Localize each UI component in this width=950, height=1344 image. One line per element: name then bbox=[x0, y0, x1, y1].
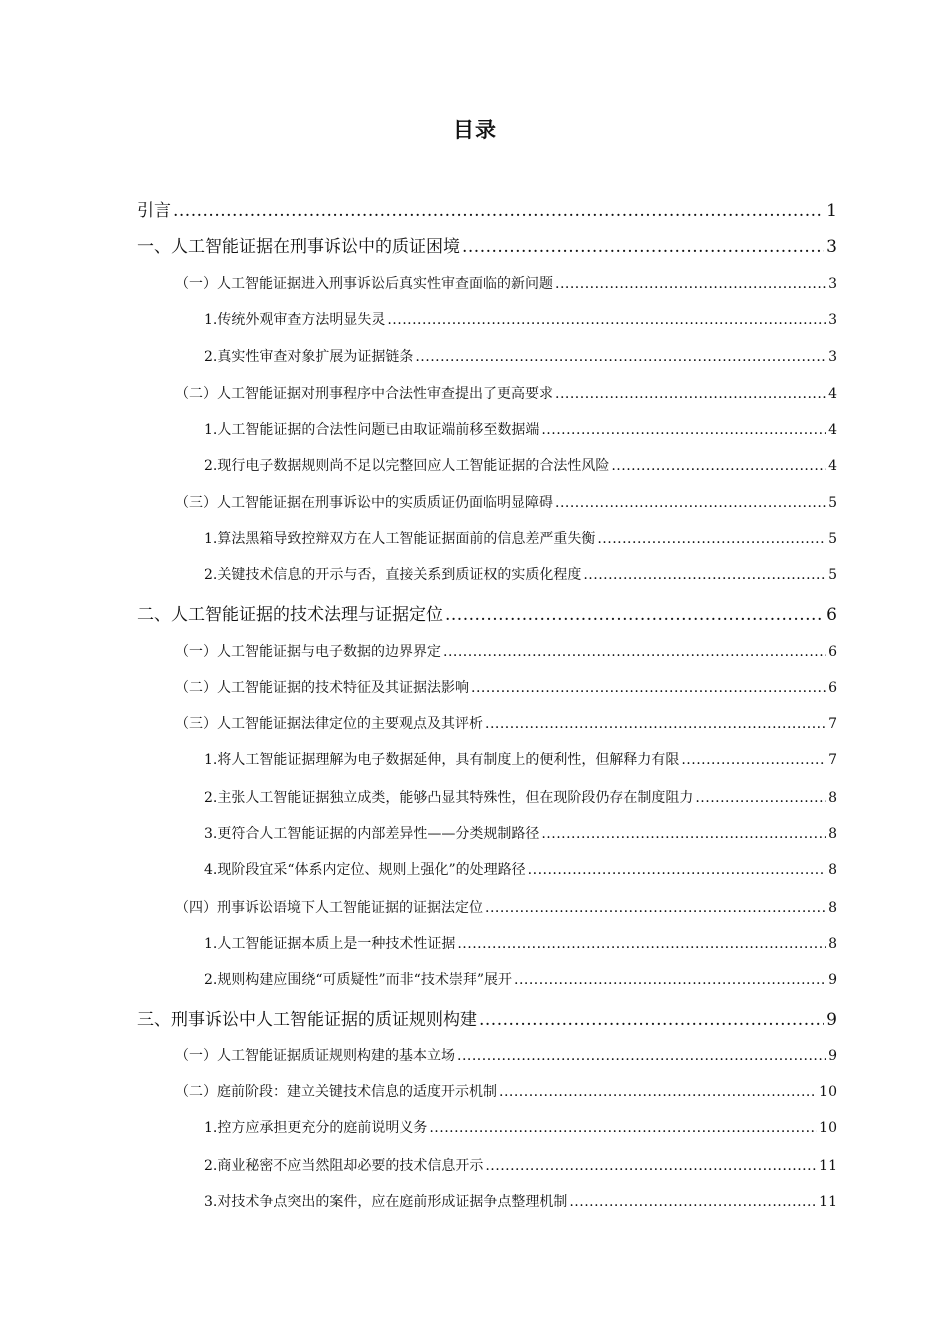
toc-entry[interactable] bbox=[204, 787, 837, 807]
toc-entry-label: 2.主张人工智能证据独立成类，能够凸显其特殊性，但在现阶段仍存在制度阻力 bbox=[204, 790, 694, 806]
toc-entry[interactable] bbox=[204, 528, 837, 548]
toc-entry-page-number: 5 bbox=[828, 531, 837, 547]
toc-entry-label: 2.真实性审查对象扩展为证据链条 bbox=[204, 349, 414, 365]
toc-entry[interactable] bbox=[204, 564, 837, 584]
toc-entry-label: （三）人工智能证据法律定位的主要观点及其评析 bbox=[175, 716, 483, 732]
dot-leader bbox=[681, 752, 826, 768]
toc-entry[interactable] bbox=[204, 859, 837, 879]
toc-entry[interactable] bbox=[204, 419, 837, 439]
dot-leader bbox=[429, 1120, 817, 1136]
toc-entry-label: （二）人工智能证据对刑事程序中合法性审查提出了更高要求 bbox=[175, 386, 553, 402]
toc-entry-page-number: 8 bbox=[828, 826, 837, 842]
toc-entry-label: 1.将人工智能证据理解为电子数据延伸，具有制度上的便利性，但解释力有限 bbox=[204, 752, 680, 768]
dot-leader bbox=[514, 972, 826, 988]
dot-leader bbox=[541, 826, 826, 842]
toc-entry-page-number: 7 bbox=[828, 716, 837, 732]
dot-leader bbox=[457, 936, 826, 952]
dot-leader bbox=[499, 1084, 817, 1100]
toc-entry[interactable] bbox=[175, 677, 837, 697]
toc-entry-label: 4.现阶段宜采“体系内定位、规则上强化”的处理路径 bbox=[204, 862, 526, 878]
toc-entry-label: 2.关键技术信息的开示与否，直接关系到质证权的实质化程度 bbox=[204, 567, 582, 583]
toc-entry[interactable] bbox=[204, 933, 837, 953]
toc-entry-page-number: 11 bbox=[819, 1194, 837, 1210]
dot-leader bbox=[485, 1158, 817, 1174]
toc-entry[interactable] bbox=[175, 713, 837, 733]
dot-leader bbox=[541, 422, 826, 438]
toc-entry-page-number: 4 bbox=[828, 422, 837, 438]
toc-entry-page-number: 8 bbox=[828, 900, 837, 916]
dot-leader bbox=[173, 201, 824, 221]
dot-leader bbox=[485, 716, 826, 732]
toc-entry-page-number: 8 bbox=[828, 790, 837, 806]
toc-entry-label: 2.现行电子数据规则尚不足以完整回应人工智能证据的合法性风险 bbox=[204, 458, 610, 474]
toc-entry-page-number: 6 bbox=[828, 680, 837, 696]
toc-entry[interactable] bbox=[204, 346, 837, 366]
toc-entry[interactable] bbox=[175, 897, 837, 917]
dot-leader bbox=[611, 458, 826, 474]
toc-entry[interactable] bbox=[204, 309, 837, 329]
toc-entry-label: （一）人工智能证据质证规则构建的基本立场 bbox=[175, 1048, 455, 1064]
toc-entry-page-number: 10 bbox=[819, 1084, 837, 1100]
toc-entry-page-number: 3 bbox=[828, 349, 837, 365]
toc-entry[interactable] bbox=[204, 1117, 837, 1137]
toc-entry-label: 3.对技术争点突出的案件，应在庭前形成证据争点整理机制 bbox=[204, 1194, 568, 1210]
toc-entry[interactable] bbox=[137, 196, 837, 221]
toc-entry-label: （二）人工智能证据的技术特征及其证据法影响 bbox=[175, 680, 469, 696]
toc-entry-page-number: 4 bbox=[828, 386, 837, 402]
toc-entry-label: 2.商业秘密不应当然阻却必要的技术信息开示 bbox=[204, 1158, 484, 1174]
toc-entry-page-number: 4 bbox=[828, 458, 837, 474]
toc-title: 目录 bbox=[453, 118, 497, 142]
dot-leader bbox=[555, 495, 826, 511]
toc-entry-label: （二）庭前阶段：建立关键技术信息的适度开示机制 bbox=[175, 1084, 497, 1100]
toc-entry-page-number: 9 bbox=[828, 1048, 837, 1064]
toc-entry[interactable] bbox=[204, 1155, 837, 1175]
toc-entry[interactable] bbox=[175, 1045, 837, 1065]
toc-entry-page-number: 8 bbox=[828, 936, 837, 952]
toc-entry-label: 一、人工智能证据在刑事诉讼中的质证困境 bbox=[137, 237, 460, 257]
dot-leader bbox=[555, 276, 826, 292]
toc-entry[interactable] bbox=[204, 1191, 837, 1211]
toc-entry-label: 二、人工智能证据的技术法理与证据定位 bbox=[137, 605, 443, 625]
dot-leader bbox=[387, 312, 826, 328]
dot-leader bbox=[555, 386, 826, 402]
toc-entry[interactable] bbox=[175, 273, 837, 293]
dot-leader bbox=[597, 531, 826, 547]
toc-entry-page-number: 11 bbox=[819, 1158, 837, 1174]
toc-entry-page-number: 8 bbox=[828, 862, 837, 878]
toc-entry-page-number: 3 bbox=[828, 312, 837, 328]
dot-leader bbox=[457, 1048, 826, 1064]
toc-entry-page-number: 9 bbox=[826, 1010, 837, 1030]
toc-entry-page-number: 3 bbox=[826, 237, 837, 257]
dot-leader bbox=[569, 1194, 817, 1210]
dot-leader bbox=[479, 1010, 824, 1030]
dot-leader bbox=[583, 567, 826, 583]
toc-entry[interactable] bbox=[204, 969, 837, 989]
toc-entry[interactable] bbox=[204, 749, 837, 769]
toc-entry-label: 1.算法黑箱导致控辩双方在人工智能证据面前的信息差严重失衡 bbox=[204, 531, 596, 547]
toc-entry-page-number: 6 bbox=[828, 644, 837, 660]
toc-entry-page-number: 1 bbox=[826, 201, 837, 221]
toc-entry-page-number: 9 bbox=[828, 972, 837, 988]
toc-entry-page-number: 5 bbox=[828, 567, 837, 583]
dot-leader bbox=[695, 790, 826, 806]
toc-entry-label: 1.传统外观审查方法明显失灵 bbox=[204, 312, 386, 328]
toc-entry[interactable] bbox=[204, 823, 837, 843]
dot-leader bbox=[471, 680, 826, 696]
toc-entry[interactable] bbox=[175, 383, 837, 403]
toc-entry[interactable] bbox=[137, 600, 837, 625]
toc-entry-page-number: 7 bbox=[828, 752, 837, 768]
dot-leader bbox=[445, 605, 824, 625]
dot-leader bbox=[415, 349, 826, 365]
dot-leader bbox=[528, 862, 826, 878]
dot-leader bbox=[462, 237, 824, 257]
toc-entry-label: 引言 bbox=[137, 201, 171, 221]
toc-entry[interactable] bbox=[175, 492, 837, 512]
toc-entry-label: 2.规则构建应围绕“可质疑性”而非“技术崇拜”展开 bbox=[204, 972, 512, 988]
toc-entry-page-number: 6 bbox=[826, 605, 837, 625]
toc-entry[interactable] bbox=[137, 232, 837, 257]
toc-entry-label: （一）人工智能证据进入刑事诉讼后真实性审查面临的新问题 bbox=[175, 276, 553, 292]
toc-entry[interactable] bbox=[175, 1081, 837, 1101]
toc-entry-label: 1.控方应承担更充分的庭前说明义务 bbox=[204, 1120, 428, 1136]
toc-entry[interactable] bbox=[137, 1005, 837, 1030]
dot-leader bbox=[485, 900, 826, 916]
toc-entry-label: （三）人工智能证据在刑事诉讼中的实质质证仍面临明显障碍 bbox=[175, 495, 553, 511]
toc-entry-page-number: 10 bbox=[819, 1120, 837, 1136]
toc-entry-label: （四）刑事诉讼语境下人工智能证据的证据法定位 bbox=[175, 900, 483, 916]
toc-entry[interactable] bbox=[204, 455, 837, 475]
toc-entry-label: （一）人工智能证据与电子数据的边界界定 bbox=[175, 644, 441, 660]
toc-entry-label: 1.人工智能证据本质上是一种技术性证据 bbox=[204, 936, 456, 952]
dot-leader bbox=[443, 644, 826, 660]
toc-entry-page-number: 5 bbox=[828, 495, 837, 511]
toc-entry[interactable] bbox=[175, 641, 837, 661]
toc-entry-label: 1.人工智能证据的合法性问题已由取证端前移至数据端 bbox=[204, 422, 540, 438]
toc-entry-page-number: 3 bbox=[828, 276, 837, 292]
toc-entry-label: 三、刑事诉讼中人工智能证据的质证规则构建 bbox=[137, 1010, 477, 1030]
toc-entry-label: 3.更符合人工智能证据的内部差异性——分类规制路径 bbox=[204, 826, 540, 842]
